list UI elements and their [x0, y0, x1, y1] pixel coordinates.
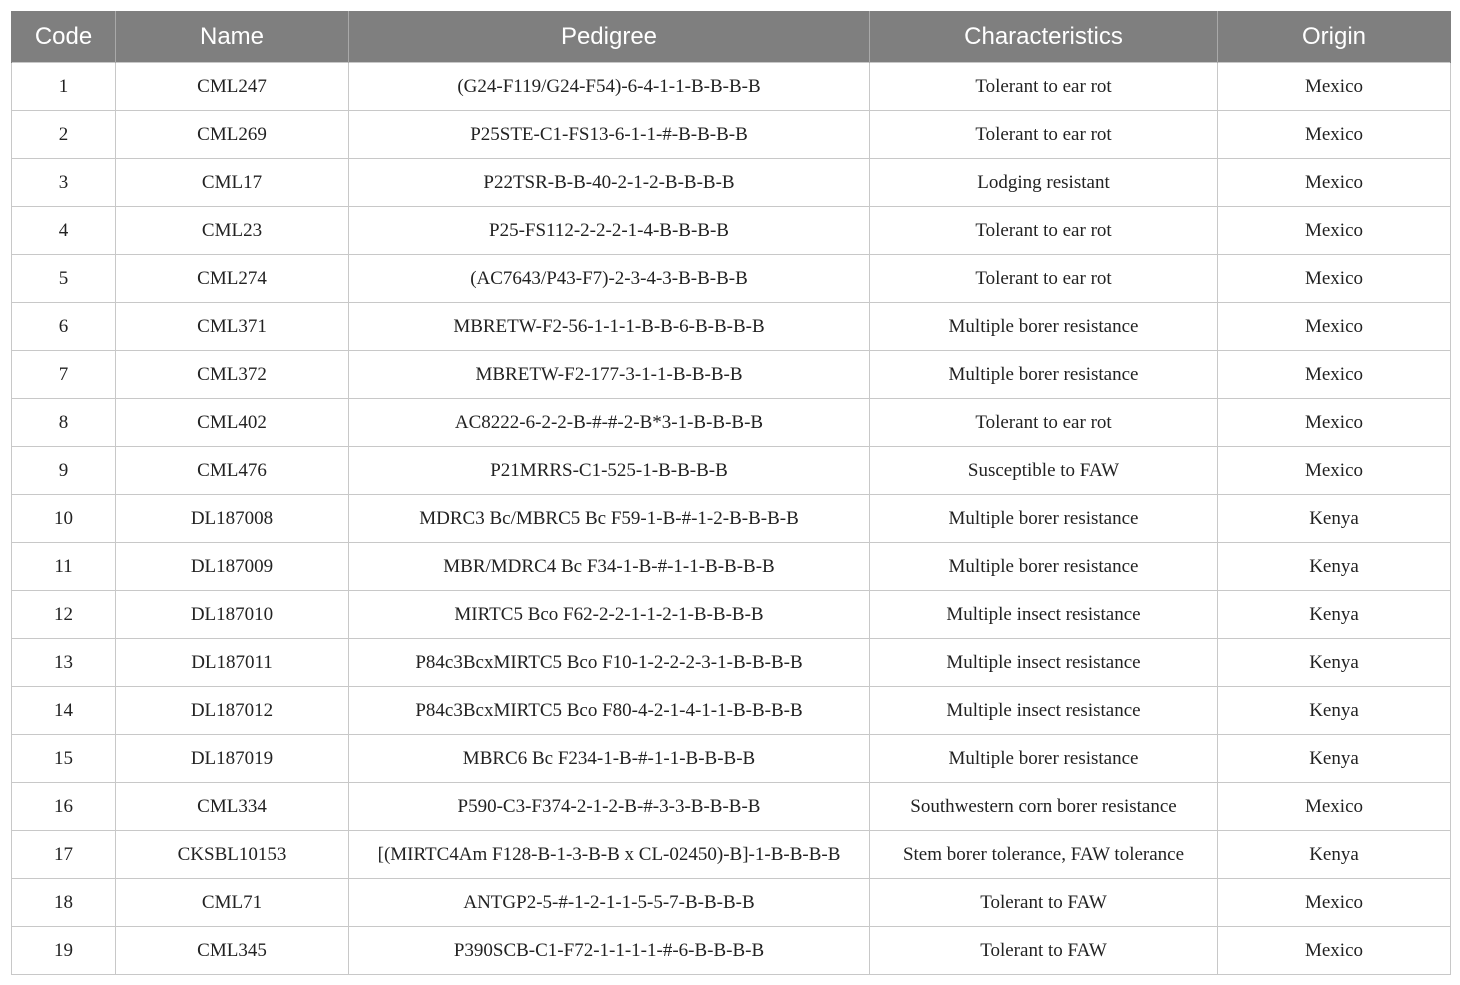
cell-name: CML247 — [116, 63, 349, 111]
cell-origin: Kenya — [1218, 591, 1451, 639]
cell-characteristics: Multiple borer resistance — [870, 543, 1218, 591]
table-row — [12, 831, 1451, 879]
cell-code: 8 — [12, 399, 116, 447]
cell-pedigree: ANTGP2-5-#-1-2-1-1-5-5-7-B-B-B-B — [349, 879, 870, 927]
cell-pedigree: P390SCB-C1-F72-1-1-1-1-#-6-B-B-B-B — [349, 927, 870, 975]
cell-origin: Kenya — [1218, 735, 1451, 783]
cell-origin: Mexico — [1218, 879, 1451, 927]
cell-characteristics: Multiple insect resistance — [870, 591, 1218, 639]
cell-origin: Mexico — [1218, 207, 1451, 255]
table-row — [12, 447, 1451, 495]
cell-name: DL187019 — [116, 735, 349, 783]
cell-pedigree: P25-FS112-2-2-2-1-4-B-B-B-B — [349, 207, 870, 255]
cell-characteristics: Tolerant to ear rot — [870, 111, 1218, 159]
header-name: Name — [116, 12, 349, 63]
table-row — [12, 687, 1451, 735]
cell-name: DL187012 — [116, 687, 349, 735]
cell-name: CML274 — [116, 255, 349, 303]
inbred-lines-table — [11, 11, 1451, 975]
table-row — [12, 207, 1451, 255]
header-characteristics: Characteristics — [870, 12, 1218, 63]
table-row — [12, 879, 1451, 927]
cell-characteristics: Multiple insect resistance — [870, 687, 1218, 735]
cell-origin: Mexico — [1218, 159, 1451, 207]
header-row — [12, 12, 1451, 63]
header-origin: Origin — [1218, 12, 1451, 63]
cell-name: CML71 — [116, 879, 349, 927]
table-row — [12, 927, 1451, 975]
cell-name: CML372 — [116, 351, 349, 399]
cell-origin: Kenya — [1218, 831, 1451, 879]
cell-origin: Mexico — [1218, 111, 1451, 159]
header-pedigree: Pedigree — [349, 12, 870, 63]
cell-characteristics: Stem borer tolerance, FAW tolerance — [870, 831, 1218, 879]
table-row — [12, 255, 1451, 303]
cell-pedigree: [(MIRTC4Am F128-B-1-3-B-B x CL-02450)-B]-1-B-B-B-B — [349, 831, 870, 879]
cell-code: 17 — [12, 831, 116, 879]
cell-characteristics: Multiple insect resistance — [870, 639, 1218, 687]
cell-code: 1 — [12, 63, 116, 111]
cell-pedigree: MBRC6 Bc F234-1-B-#-1-1-B-B-B-B — [349, 735, 870, 783]
cell-characteristics: Multiple borer resistance — [870, 735, 1218, 783]
cell-characteristics: Multiple borer resistance — [870, 303, 1218, 351]
table-row — [12, 639, 1451, 687]
cell-pedigree: (AC7643/P43-F7)-2-3-4-3-B-B-B-B — [349, 255, 870, 303]
cell-origin: Mexico — [1218, 447, 1451, 495]
cell-name: DL187008 — [116, 495, 349, 543]
cell-origin: Mexico — [1218, 399, 1451, 447]
table-row — [12, 783, 1451, 831]
table-row — [12, 735, 1451, 783]
cell-pedigree: P590-C3-F374-2-1-2-B-#-3-3-B-B-B-B — [349, 783, 870, 831]
header-code: Code — [12, 12, 116, 63]
cell-name: CML345 — [116, 927, 349, 975]
cell-origin: Kenya — [1218, 543, 1451, 591]
table-row — [12, 543, 1451, 591]
cell-origin: Kenya — [1218, 495, 1451, 543]
cell-characteristics: Tolerant to ear rot — [870, 63, 1218, 111]
cell-code: 2 — [12, 111, 116, 159]
cell-name: DL187009 — [116, 543, 349, 591]
cell-code: 10 — [12, 495, 116, 543]
cell-characteristics: Tolerant to ear rot — [870, 255, 1218, 303]
cell-name: DL187010 — [116, 591, 349, 639]
cell-name: CML269 — [116, 111, 349, 159]
cell-code: 7 — [12, 351, 116, 399]
cell-code: 6 — [12, 303, 116, 351]
cell-pedigree: MBRETW-F2-177-3-1-1-B-B-B-B — [349, 351, 870, 399]
cell-code: 12 — [12, 591, 116, 639]
cell-code: 13 — [12, 639, 116, 687]
table-row — [12, 159, 1451, 207]
cell-pedigree: MIRTC5 Bco F62-2-2-1-1-2-1-B-B-B-B — [349, 591, 870, 639]
cell-pedigree: MDRC3 Bc/MBRC5 Bc F59-1-B-#-1-2-B-B-B-B — [349, 495, 870, 543]
cell-name: CML17 — [116, 159, 349, 207]
cell-pedigree: P21MRRS-C1-525-1-B-B-B-B — [349, 447, 870, 495]
cell-name: CML334 — [116, 783, 349, 831]
cell-name: CML402 — [116, 399, 349, 447]
table-row — [12, 591, 1451, 639]
cell-pedigree: P84c3BcxMIRTC5 Bco F80-4-2-1-4-1-1-B-B-B-B — [349, 687, 870, 735]
cell-characteristics: Tolerant to ear rot — [870, 399, 1218, 447]
cell-pedigree: MBR/MDRC4 Bc F34-1-B-#-1-1-B-B-B-B — [349, 543, 870, 591]
cell-code: 16 — [12, 783, 116, 831]
cell-pedigree: AC8222-6-2-2-B-#-#-2-B*3-1-B-B-B-B — [349, 399, 870, 447]
cell-pedigree: P25STE-C1-FS13-6-1-1-#-B-B-B-B — [349, 111, 870, 159]
cell-pedigree: MBRETW-F2-56-1-1-1-B-B-6-B-B-B-B — [349, 303, 870, 351]
cell-name: CKSBL10153 — [116, 831, 349, 879]
table-row — [12, 351, 1451, 399]
cell-code: 4 — [12, 207, 116, 255]
table-row — [12, 303, 1451, 351]
table-row — [12, 399, 1451, 447]
cell-origin: Mexico — [1218, 351, 1451, 399]
cell-characteristics: Multiple borer resistance — [870, 495, 1218, 543]
cell-code: 9 — [12, 447, 116, 495]
cell-origin: Mexico — [1218, 63, 1451, 111]
inbred-lines-table-container — [11, 11, 1450, 975]
table-row — [12, 63, 1451, 111]
cell-origin: Mexico — [1218, 927, 1451, 975]
table-row — [12, 495, 1451, 543]
cell-code: 11 — [12, 543, 116, 591]
table-body — [12, 63, 1451, 975]
cell-characteristics: Tolerant to ear rot — [870, 207, 1218, 255]
cell-characteristics: Tolerant to FAW — [870, 927, 1218, 975]
cell-code: 15 — [12, 735, 116, 783]
cell-origin: Kenya — [1218, 687, 1451, 735]
cell-name: CML476 — [116, 447, 349, 495]
cell-name: CML371 — [116, 303, 349, 351]
cell-origin: Mexico — [1218, 783, 1451, 831]
cell-origin: Mexico — [1218, 255, 1451, 303]
cell-pedigree: P84c3BcxMIRTC5 Bco F10-1-2-2-2-3-1-B-B-B-B — [349, 639, 870, 687]
cell-pedigree: (G24-F119/G24-F54)-6-4-1-1-B-B-B-B — [349, 63, 870, 111]
cell-pedigree: P22TSR-B-B-40-2-1-2-B-B-B-B — [349, 159, 870, 207]
table-header — [12, 12, 1451, 63]
cell-characteristics: Multiple borer resistance — [870, 351, 1218, 399]
cell-origin: Mexico — [1218, 303, 1451, 351]
cell-code: 18 — [12, 879, 116, 927]
cell-characteristics: Southwestern corn borer resistance — [870, 783, 1218, 831]
cell-characteristics: Susceptible to FAW — [870, 447, 1218, 495]
cell-name: DL187011 — [116, 639, 349, 687]
cell-code: 14 — [12, 687, 116, 735]
cell-code: 19 — [12, 927, 116, 975]
table-row — [12, 111, 1451, 159]
cell-characteristics: Tolerant to FAW — [870, 879, 1218, 927]
cell-characteristics: Lodging resistant — [870, 159, 1218, 207]
cell-origin: Kenya — [1218, 639, 1451, 687]
cell-name: CML23 — [116, 207, 349, 255]
cell-code: 5 — [12, 255, 116, 303]
cell-code: 3 — [12, 159, 116, 207]
